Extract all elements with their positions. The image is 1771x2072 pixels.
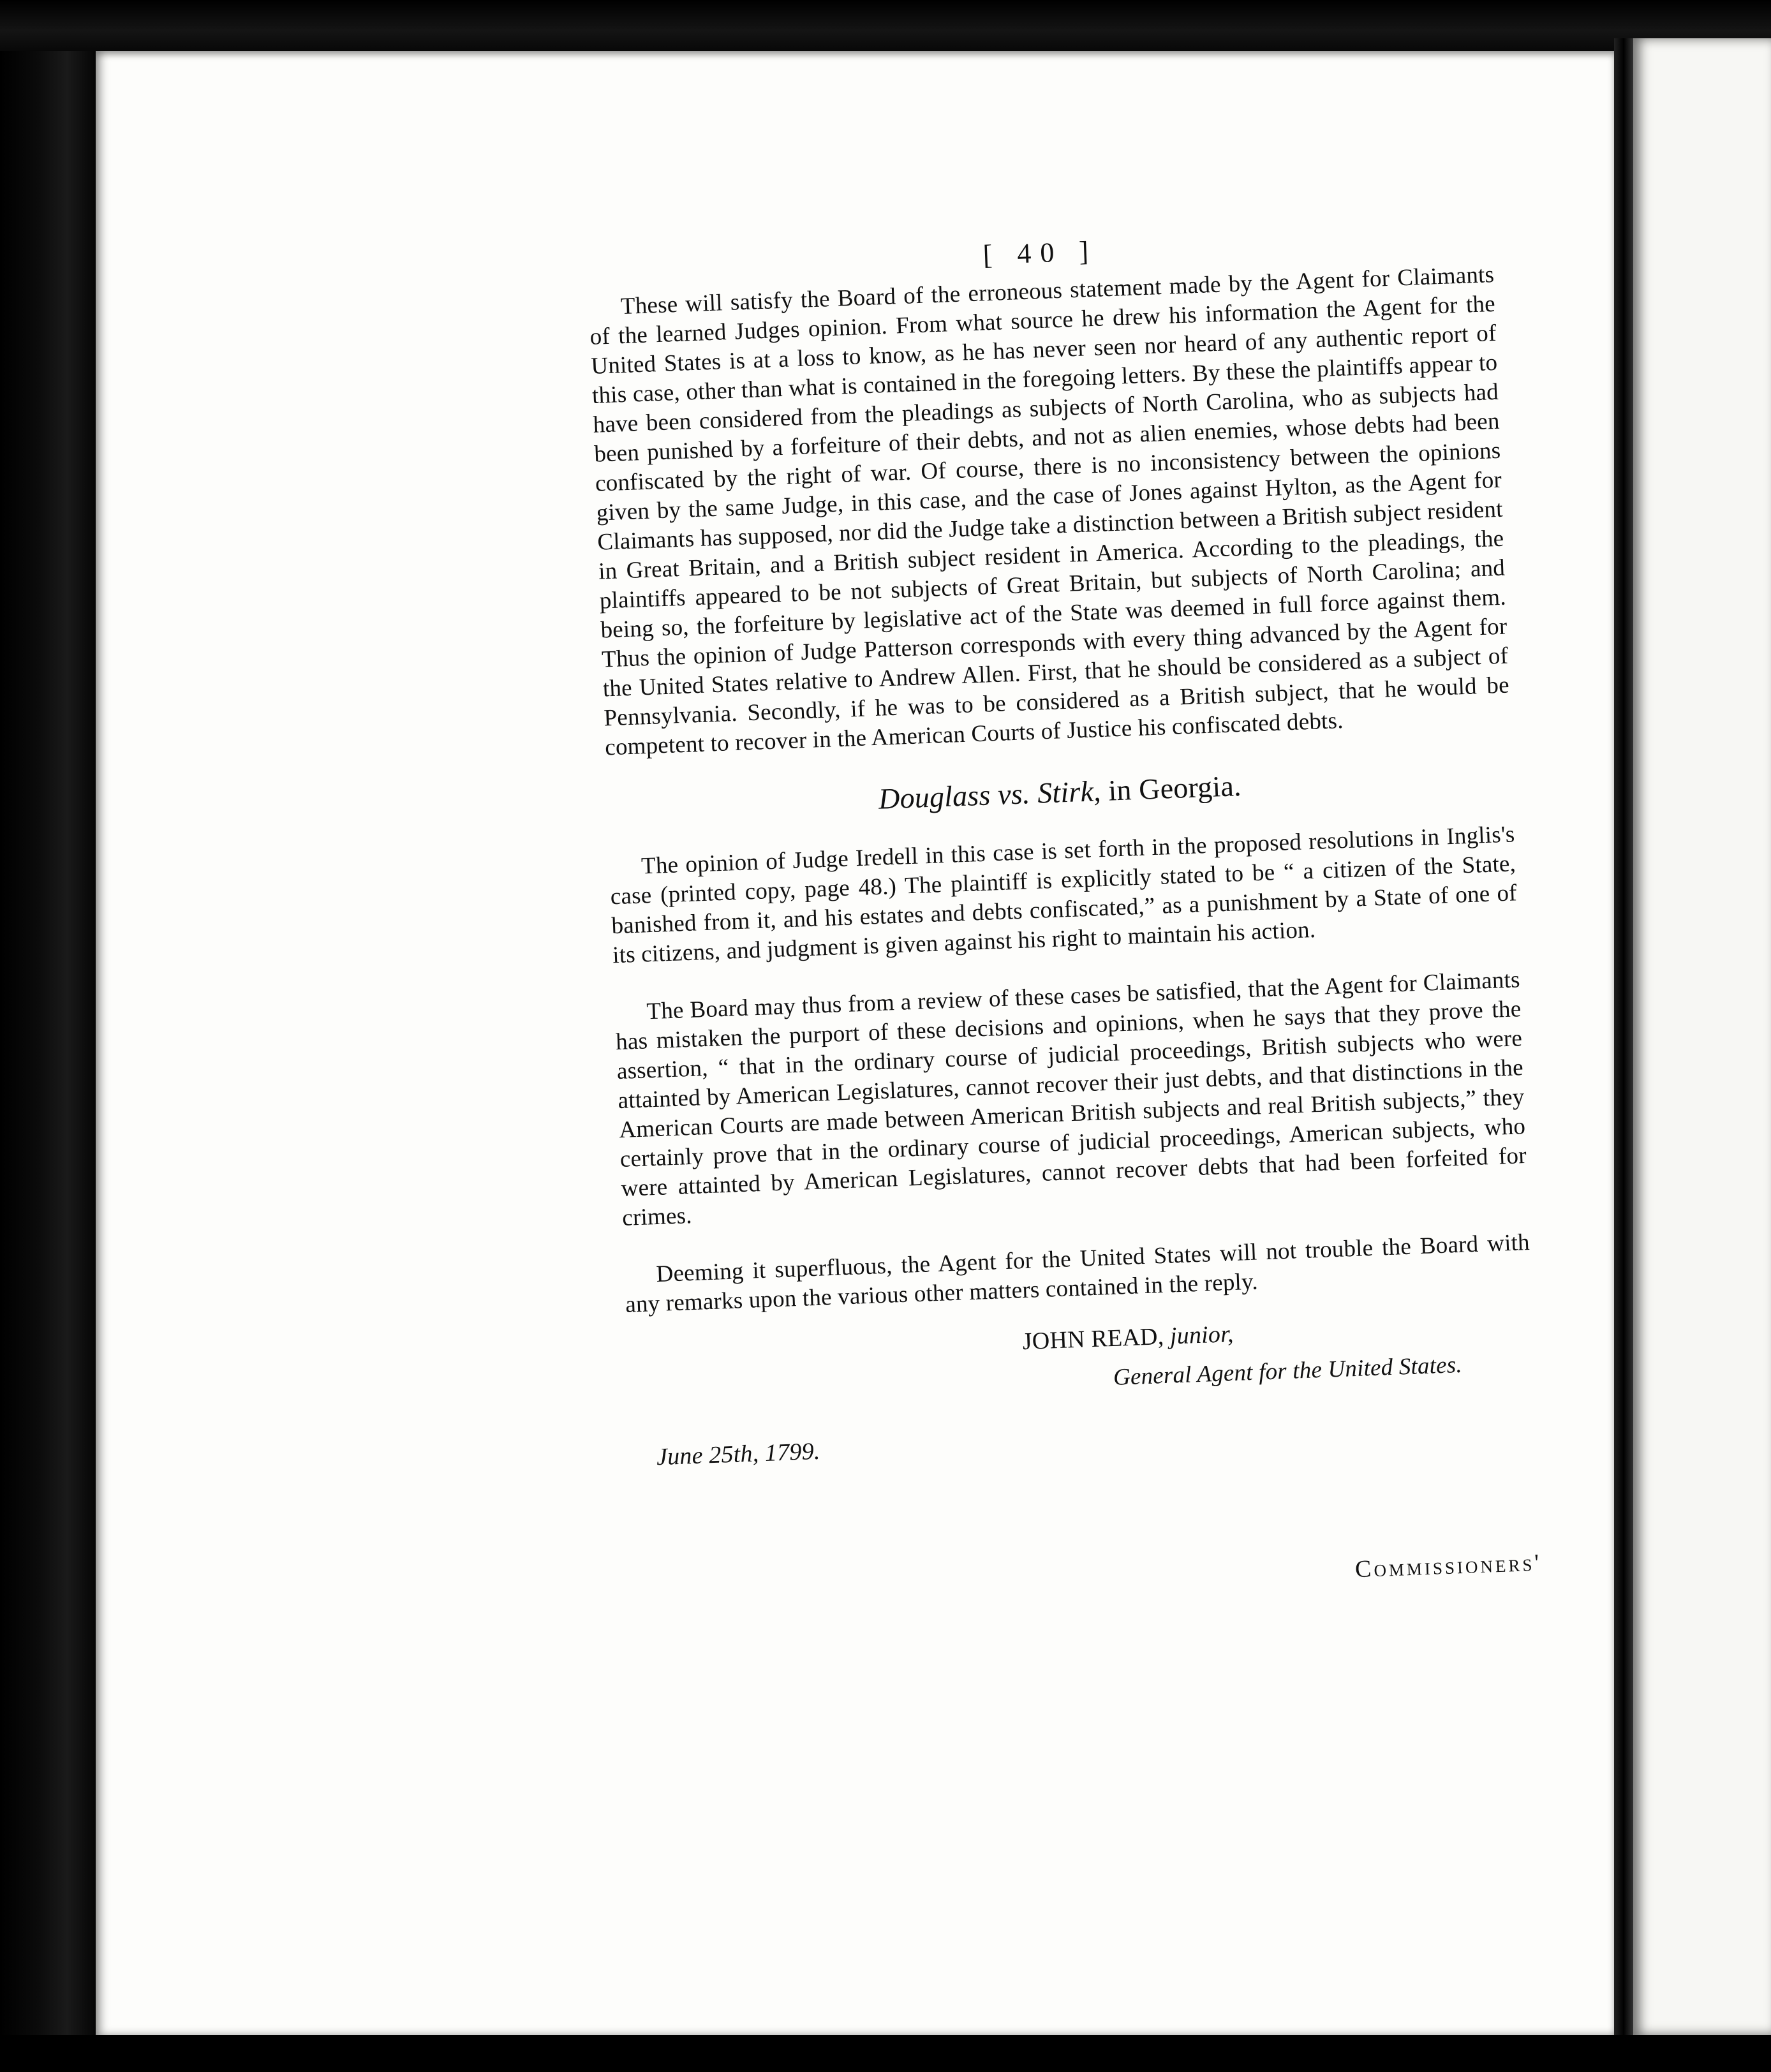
catchword: Commissioners' [1354, 1549, 1542, 1583]
paragraph-superfluous: Deeming it superfluous, the Agent for the United States will not trouble the Board with any remarks upon the various other matters contained in the reply. [625, 1229, 1530, 1318]
page-text-block [587, 222, 1542, 1611]
paragraph-iredell-opinion: The opinion of Judge Iredell in this case is set forth in the proposed resolutions in Inglis's case (printed copy, page 48.) The plaintiff is explicitly stated to be “ a citizen of the State, banished from it, and his estates and debts confiscated,” as a punishment by a State of one of its citizens, and judgment is given against his right to maintain his action. [610, 821, 1518, 969]
signature-title: General Agent for the United States. [1113, 1351, 1463, 1391]
scan-border-bottom [0, 2035, 1771, 2072]
paragraph-erroneous-statement: These will satisfy the Board of the erroneous statement made by the Agent for Claimants of the learned Judges opinion. From what source he drew his information the Agent for the United States is at a loss to know, as he has never seen nor heard of any authentic report of this case, other than what is contained in the foregoing letters. By these the plaintiffs appear to have been considered from the pleadings as subjects of North Carolina, who as subjects had been punished by a forfeiture of their debts, and not as alien enemies, whose debts had been confiscated by the right of war. Of course, there is no inconsistency between the opinions given by the same Judge, in this case, and the case of Jones against Hylton, as the Agent for Claimants has supposed, nor did the Judge take a distinction between a British subject resident in Great Britain, and a British subject resident in America. According to the pleadings, the plaintiffs appeared to be not subjects of Great Britain, but subjects of North Carolina; and being so, the forfeiture by legislative act of the State was deemed in full force against them. Thus the opinion of Judge Patterson corresponds with every thing advanced by the Agent for the United States relative to Andrew Allen. First, that he should be considered as a subject of Pennsylvania. Secondly, if he was to be considered as a British subject, that he would be competent to recover in the American Courts of Justice his confiscated debts. [589, 261, 1510, 761]
page-number-heading: [ 40 ] [982, 235, 1098, 271]
scan-border-left [0, 0, 96, 2072]
case-heading-parties: Douglass vs. Stirk, [878, 774, 1102, 815]
document-date: June 25th, 1799. [656, 1437, 821, 1471]
signature-suffix: junior, [1169, 1321, 1234, 1350]
paragraph-board-review: The Board may thus from a review of these cases be satisfied, that the Agent for Claimants has mistaken the purport of these decisions and opinions, when he says that they prove the assertion, “ that in the ordinary course of judicial proceedings, British subjects who were attainted by American Legislatures, cannot recover their just debts, and that distinctions in the American Courts are made between American British subjects and real British subjects,” they certainly prove that in the ordinary course of judicial proceedings, American subjects, who were attainted by American Legislatures, cannot recover debts that had been forfeited for crimes. [615, 966, 1527, 1231]
case-heading [607, 761, 1513, 824]
signature-name: JOHN READ, [1022, 1323, 1165, 1356]
facing-page-edge [1633, 38, 1771, 2035]
signature-name-line [1022, 1319, 1234, 1356]
case-heading-place: in Georgia. [1108, 769, 1242, 807]
book-gutter [1614, 38, 1633, 2035]
scan-border-top [0, 0, 1771, 51]
